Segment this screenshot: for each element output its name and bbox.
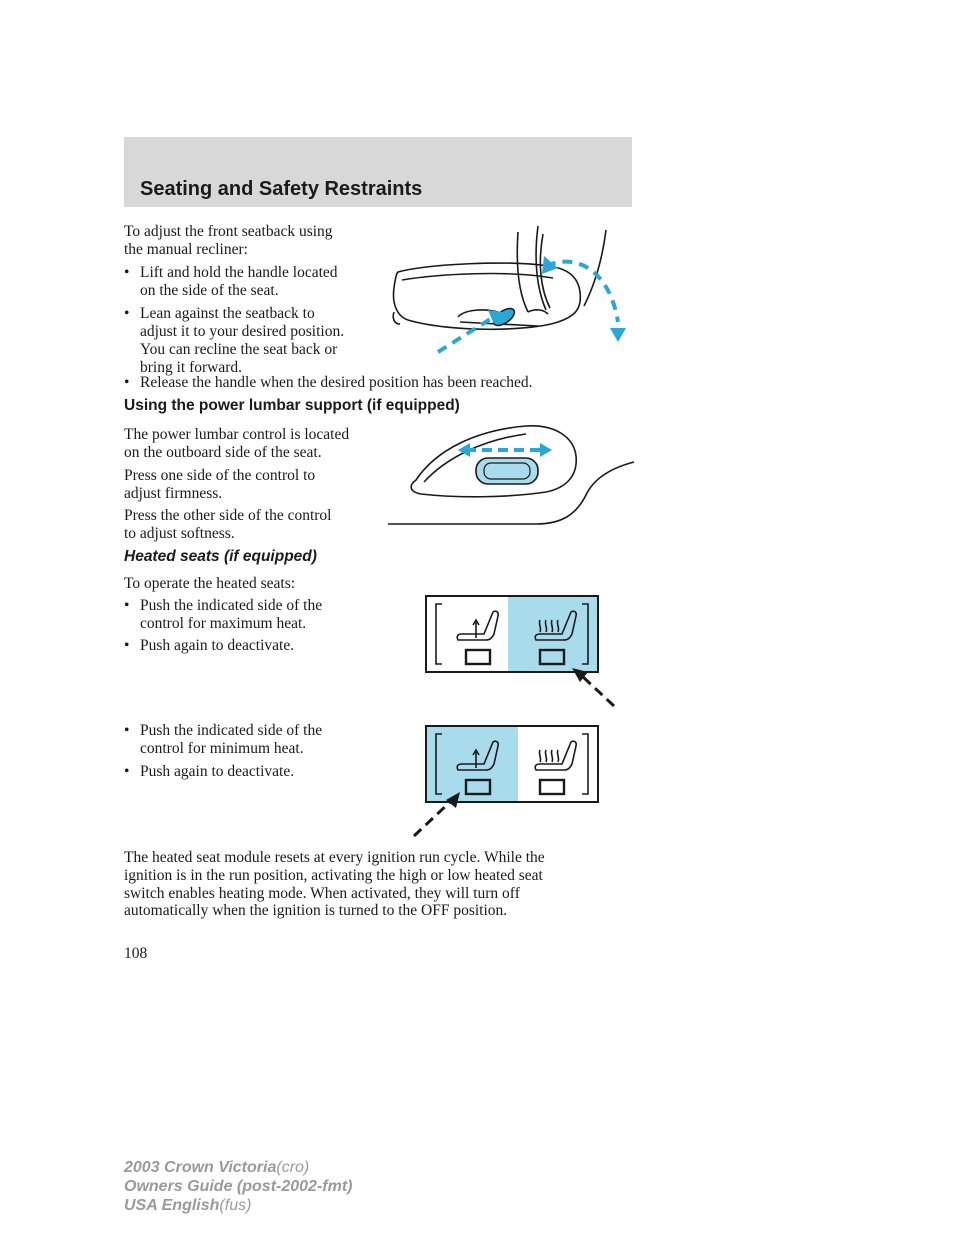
lumbar-p3-line-1: Press the other side of the control [124,507,332,524]
footer-line-1: 2003 Crown Victoria(cro) [124,1159,310,1176]
lumbar-heading: Using the power lumbar support (if equipped) [124,397,460,414]
seat-recliner-illustration [388,222,638,360]
page-number: 108 [124,945,148,962]
section-title: Seating and Safety Restraints [140,178,423,200]
recliner-intro-line-1: To adjust the front seatback using [124,223,333,240]
lumbar-p1-line-1: The power lumbar control is located [124,426,350,443]
lumbar-p1-line-2: on the outboard side of the seat. [124,444,322,461]
heated-closing-line-3: switch enables heating mode. When activated, they will turn off [124,885,520,902]
heated-closing-line-2: ignition is in the run position, activating the high or low heated seat [124,867,543,884]
lumbar-p2-line-1: Press one side of the control to [124,467,316,484]
lumbar-p3-line-2: to adjust softness. [124,525,235,542]
footer-line-2: Owners Guide (post-2002-fmt) [124,1178,353,1195]
heated-closing-line-1: The heated seat module resets at every ignition run cycle. While the [124,849,545,866]
heated-closing-line-4: automatically when the ignition is turned to the OFF position. [124,902,508,919]
lumbar-p2-line-2: adjust firmness. [124,485,223,502]
heated-seat-switch-min [410,724,610,840]
heated-seat-switch-max [424,594,624,712]
heated-heading: Heated seats (if equipped) [124,548,317,565]
recliner-intro-line-2: the manual recliner: [124,241,248,258]
footer-line-3: USA English(fus) [124,1197,252,1214]
heated-intro: To operate the heated seats: [124,575,296,592]
lumbar-control-illustration [386,420,636,530]
